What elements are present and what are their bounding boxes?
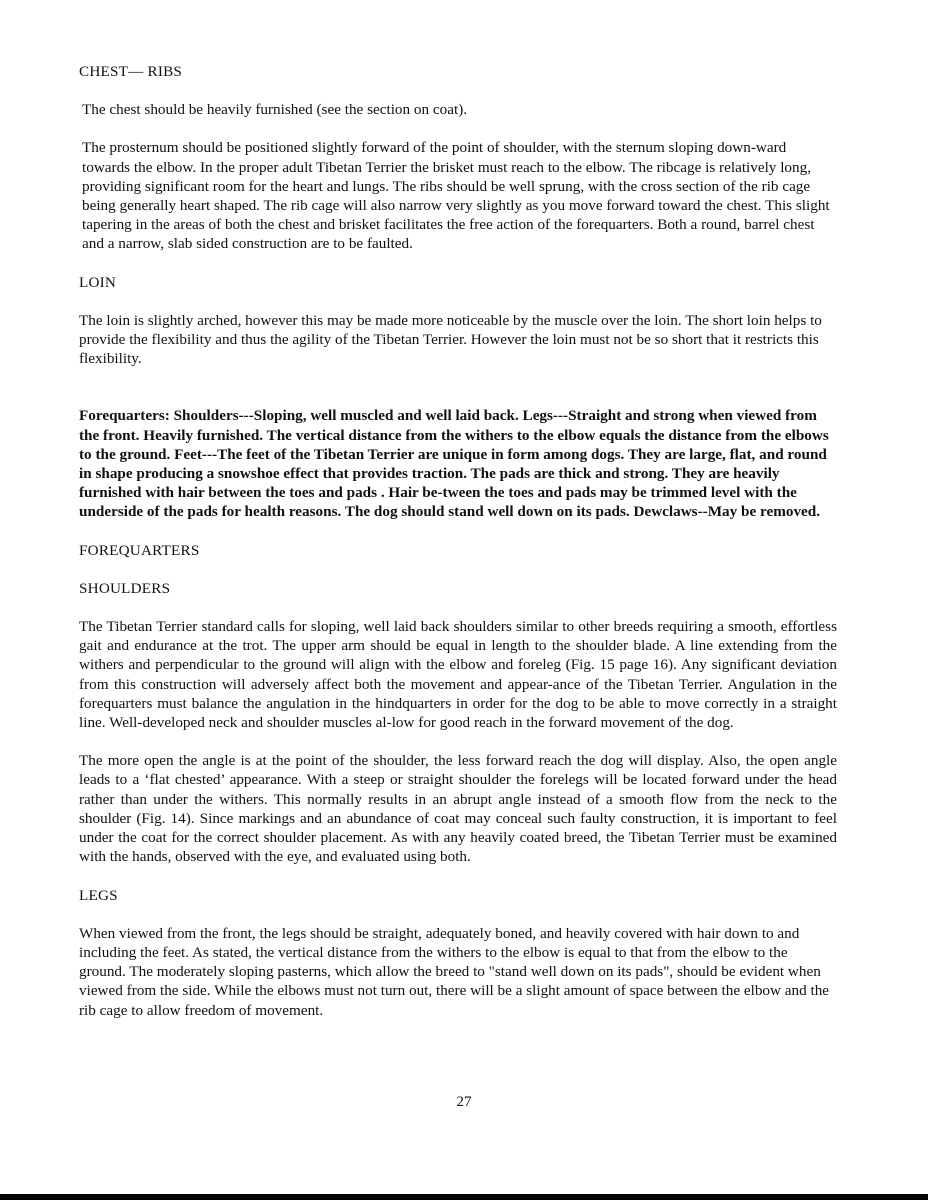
bottom-border <box>0 1194 928 1200</box>
legs-paragraph: When viewed from the front, the legs should be straight, adequately boned, and heavily covered with hair down to and including the feet. As stated, the vertical distance from the withers to the elbow is equal to that from the elbow to the ground. The moderately sloping pasterns, which allow the breed to "stand well down on its pads", should be evident when viewed from the side. While the elbows must not turn out, there will be a slight amount of space between the elbow and the rib cage to allow freedom of movement. <box>79 924 830 1019</box>
document-page <box>79 62 837 1039</box>
heading-legs: LEGS <box>79 886 118 904</box>
page-number: 27 <box>456 1093 472 1110</box>
loin-paragraph: The loin is slightly arched, however this may be made more noticeable by the muscle over the loin. The short loin helps to provide the flexibility and thus the agility of the Tibetan Terrier. However the loin must not be so short that it restricts this flexibility. <box>79 311 822 368</box>
standard-quote-forequarters: Forequarters: Shoulders---Sloping, well muscled and well laid back. Legs---Straight and strong when viewed from the front. Heavily furnished. The vertical distance from the withers to the elbow equals the distance from the elbows to the ground. Feet---The feet of the Tibetan Terrier are unique in form among dogs. They are large, flat, and round in shape producing a snowshoe effect that provides traction. The pads are thick and strong. They are heavily furnished with hair between the toes and pads . Hair be-tween the toes and pads may be trimmed level with the underside of the pads for health reasons. The dog should stand well down on its pads. Dewclaws--May be removed. <box>79 407 829 521</box>
spacer <box>79 387 837 406</box>
chest-paragraph-1: The chest should be heavily furnished (see the section on coat). <box>82 101 468 119</box>
heading-forequarters: FOREQUARTERS <box>79 541 200 559</box>
shoulders-paragraph-2: The more open the angle is at the point of the shoulder, the less forward reach the dog will display. Also, the open angle leads to a ‘flat chested’ appearance. With a steep or straight shoulder the forelegs will be located forward under the head rather than under the withers. This normally results in an abrupt angle instead of a smooth flow from the neck to the shoulder (Fig. 14). Since markings and an abundance of coat may conceal such faulty construction, it is important to feel under the coat for the correct shoulder placement. As with any heavily coated breed, the Tibetan Terrier must be examined with the hands, observed with the eye, and evaluated using both. <box>79 752 837 866</box>
heading-loin: LOIN <box>79 273 117 291</box>
shoulders-paragraph-1: The Tibetan Terrier standard calls for sloping, well laid back shoulders similar to other breeds requiring a smooth, effortless gait and endurance at the trot. The upper arm should be equal in length to the shoulder blade. A line extending from the withers and perpendicular to the ground will align with the elbow and foreleg (Fig. 15 page 16). Any significant deviation from this construction will adversely affect both the movement and appear-ance of the Tibetan Terrier. Angulation in the forequarters must balance the angulation in the hindquarters in order for the dog to be able to move correctly in a straight line. Well-developed neck and shoulder muscles al-low for good reach in the forward movement of the dog. <box>79 618 837 732</box>
heading-shoulders: SHOULDERS <box>79 579 171 597</box>
chest-paragraph-2: The prosternum should be positioned slightly forward of the point of shoulder, with the sternum sloping down-ward towards the elbow. In the proper adult Tibetan Terrier the brisket must reach to the elbow. The ribcage is relatively long, providing significant room for the heart and lungs. The ribs should be well sprung, with the cross section of the rib cage being generally heart shaped. The rib cage will also narrow very slightly as you move forward toward the chest. This slight tapering in the areas of both the chest and brisket facilitates the free action of the forequarters. Both a round, barrel chest and a narrow, slab sided construction are to be faulted. <box>82 139 830 253</box>
heading-chest-ribs: CHEST— RIBS <box>79 63 183 80</box>
